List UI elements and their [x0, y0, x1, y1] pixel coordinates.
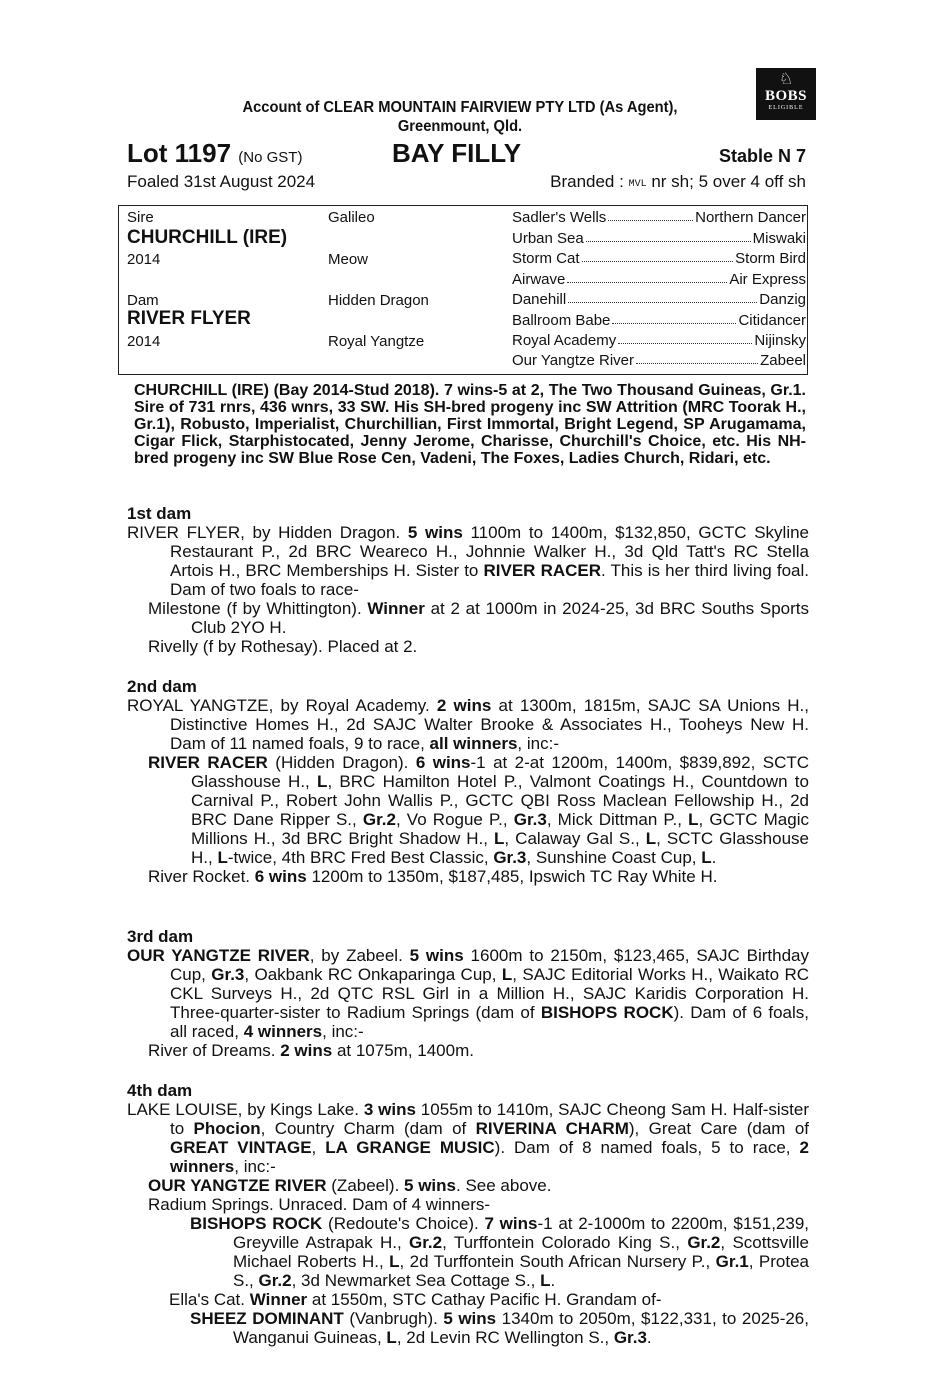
section-3rd-dam	[127, 927, 809, 1060]
ancestor-row	[512, 352, 806, 369]
section-heading: 1st dam	[127, 504, 192, 523]
consignor-line2: Greenmount, Qld.	[397, 118, 523, 135]
progeny-entry: River Rocket. 6 wins 1200m to 1350m, $187,485, Ipswich TC Ray White H.	[148, 867, 718, 886]
grandsire-paternal: Galileo	[328, 209, 375, 226]
ancestor-left: Ballroom Babe	[512, 312, 611, 329]
branded-rest: nr sh; 5 over 4 off sh	[651, 172, 806, 191]
sire-summary: CHURCHILL (IRE) (Bay 2014-Stud 2018). 7 wins-5 at 2, The Two Thousand Guineas, Gr.1. Sire of 731 rnrs, 436 wnrs, 33 SW. His SH-bred progeny inc SW Attrition (MRC Toorak H., Gr.1), Robusto, Imperialist, Churchillian, First Immortal, Bright Legend, SP Arugamama, Cigar Flick, Starphistocated, Jenny Jerome, Charisse, Churchill's Choice, etc. His NH-bred progeny inc SW Blue Rose Cen, Vadeni, The Foxes, Ladies Church, Ridari, etc.	[134, 382, 806, 467]
ancestor-row	[512, 291, 806, 308]
lot-label: Lot 1197	[127, 138, 232, 168]
section-heading: 3rd dam	[127, 927, 194, 946]
dam-entry: LAKE LOUISE, by Kings Lake. 3 wins 1055m to 1410m, SAJC Cheong Sam H. Half-sister to Phocion, Country Charm (dam of RIVERINA CHARM), Great Care (dam of GREAT VINTAGE, LA GRANGE MUSIC). Dam of 8 named foals, 5 to race, 2 winners, inc:-	[127, 1100, 810, 1176]
horse-description: BAY FILLY	[392, 138, 522, 168]
sire-name: CHURCHILL (IRE)	[127, 227, 288, 248]
ancestor-right: Zabeel	[760, 352, 806, 369]
ancestor-left: Danehill	[512, 291, 567, 308]
ancestor-left: Airwave	[512, 271, 566, 288]
section-2nd-dam	[127, 677, 809, 886]
ancestor-row	[512, 230, 806, 247]
progeny-entry: Rivelly (f by Rothesay). Placed at 2.	[148, 637, 418, 656]
ancestor-right: Miswaki	[752, 230, 806, 247]
ancestor-right: Nijinsky	[754, 332, 806, 349]
section-1st-dam	[127, 504, 809, 656]
progeny-entry: Milestone (f by Whittington). Winner at 2 at 1000m in 2024-25, 3d BRC Souths Sports Club 2YO H.	[148, 599, 809, 637]
ancestor-right: Storm Bird	[735, 250, 806, 267]
dam-entry: RIVER FLYER, by Hidden Dragon. 5 wins 1100m to 1400m, $132,850, GCTC Skyline Restaurant P., 2d BRC Weareco H., Johnnie Walker H., 3d Qld Tatt's RC Stella Artois H., BRC Memberships H. Sister to RIVER RACER. This is her third living foal. Dam of two foals to race-	[127, 523, 810, 599]
section-heading: 2nd dam	[127, 677, 197, 696]
ancestor-left: Sadler's Wells	[512, 209, 607, 226]
branded-prefix: Branded :	[550, 172, 624, 191]
section-4th-dam	[127, 1081, 809, 1347]
granddam-maternal: Royal Yangtze	[328, 333, 425, 350]
ancestor-row	[512, 271, 806, 288]
stable-location: Stable N 7	[718, 146, 806, 166]
brand-info	[550, 172, 806, 192]
lot-number	[127, 138, 302, 169]
horse-icon: ♘	[778, 71, 794, 88]
granddam-paternal: Meow	[328, 251, 369, 268]
ancestor-row	[512, 332, 806, 349]
ancestor-right: Danzig	[759, 291, 806, 308]
dam-label: Dam	[127, 292, 159, 309]
ancestor-right: Citidancer	[738, 312, 806, 329]
ancestor-right: Air Express	[729, 271, 806, 288]
dam-name: RIVER FLYER	[127, 308, 251, 329]
gst-note: (No GST)	[238, 149, 303, 166]
grandsire-maternal: Hidden Dragon	[328, 292, 429, 309]
progeny-entry: RIVER RACER (Hidden Dragon). 6 wins-1 at 2-at 1200m, 1400m, $839,892, SCTC Glasshouse H., L, BRC Hamilton Hotel P., Valmont Coatings H., Countdown to Carnival P., Robert John Wallis P., GCTC QBI Ross Maclean Fellowship H., 2d BRC Dane Ripper S., Gr.2, Vo Rogue P., Gr.3, Mick Dittman P., L, GCTC Magic Millions H., 3d BRC Bright Shadow H., L, Calaway Gal S., L, SCTC Glasshouse H., L-twice, 4th BRC Fred Best Classic, Gr.3, Sunshine Coast Cup, L.	[148, 753, 810, 867]
progeny-entry: BISHOPS ROCK (Redoute's Choice). 7 wins-1 at 2-1000m to 2200m, $151,239, Greyville Astrapak H., Gr.2, Turffontein Colorado King S., Gr.2, Scottsville Michael Roberts H., L, 2d Turffontein South African Nursery P., Gr.1, Protea S., Gr.2, 3d Newmarket Sea Cottage S., L.	[190, 1214, 810, 1290]
consignor-line1: Account of CLEAR MOUNTAIN FAIRVIEW PTY LTD (As Agent),	[242, 99, 678, 116]
progeny-entry: SHEEZ DOMINANT (Vanbrugh). 5 wins 1340m to 2050m, $122,331, to 2025-26, Wanganui Guineas, L, 2d Levin RC Wellington S., Gr.3.	[190, 1309, 809, 1347]
ancestor-left: Our Yangtze River	[512, 352, 634, 369]
progeny-entry: River of Dreams. 2 wins at 1075m, 1400m.	[148, 1041, 474, 1060]
sire-label: Sire	[127, 209, 154, 226]
consignor-block	[175, 98, 745, 136]
brand-mark: MVL	[628, 179, 647, 190]
ancestor-left: Storm Cat	[512, 250, 580, 267]
logo-text: BOBS	[764, 88, 808, 104]
ancestor-left: Royal Academy	[512, 332, 617, 349]
sire-year: 2014	[127, 251, 161, 268]
ancestor-row	[512, 209, 806, 226]
ancestor-row	[512, 250, 806, 267]
progeny-entry: OUR YANGTZE RIVER (Zabeel). 5 wins. See above.	[148, 1176, 552, 1195]
progeny-entry: Radium Springs. Unraced. Dam of 4 winners-	[148, 1195, 491, 1214]
progeny-entry: Ella's Cat. Winner at 1550m, STC Cathay Pacific H. Grandam of-	[169, 1290, 662, 1309]
ancestor-row	[512, 312, 806, 329]
ancestor-right: Northern Dancer	[695, 209, 806, 226]
dam-year: 2014	[127, 333, 161, 350]
ancestor-left: Urban Sea	[512, 230, 584, 247]
section-heading: 4th dam	[127, 1081, 193, 1100]
dam-entry: ROYAL YANGTZE, by Royal Academy. 2 wins at 1300m, 1815m, SAJC SA Unions H., Distinctive Homes H., 2d SAJC Walter Brooke & Associates H., Tooheys New H. Dam of 11 named foals, 9 to race, all winners, inc:-	[127, 696, 809, 753]
dam-entry: OUR YANGTZE RIVER, by Zabeel. 5 wins 1600m to 2150m, $123,465, SAJC Birthday Cup, Gr.3, Oakbank RC Onkaparinga Cup, L, SAJC Editorial Works H., Waikato RC CKL Surveys H., 2d QTC RSL Girl in a Million H., SAJC Karidis Corporation H. Three-quarter-sister to Radium Springs (dam of BISHOPS ROCK). Dam of 6 foals, all raced, 4 winners, inc:-	[127, 946, 810, 1041]
foaled-date: Foaled 31st August 2024	[127, 172, 316, 191]
logo-subtext: ELIGIBLE	[768, 105, 804, 111]
bobs-logo	[756, 68, 816, 120]
